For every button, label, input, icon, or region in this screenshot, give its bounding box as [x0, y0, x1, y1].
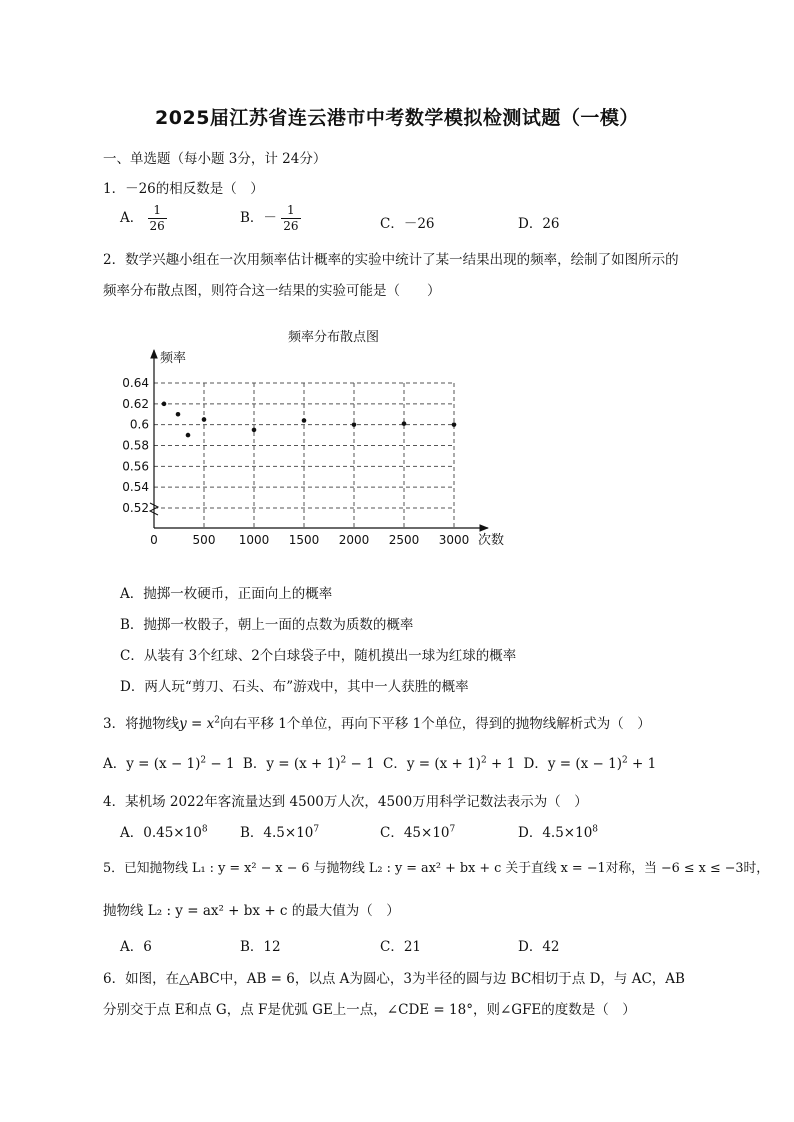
q3-options — [103, 752, 656, 772]
y-tick-label-2: 0.56 — [122, 459, 149, 474]
q5-option-c: C．21 — [380, 939, 422, 955]
q1-a-denominator: 26 — [149, 219, 165, 233]
q3-option-d: D．$y = (x - 1)^2 + 1$ — [523, 755, 657, 772]
q2-option-c: C．从装有 3个红球、2个白球袋子中，随机摸出一球为红球的概率 — [120, 648, 517, 664]
y-tick-label-4: 0.6 — [129, 417, 149, 432]
q4-option-b: B．$4.5\times 10^7$ — [240, 824, 320, 841]
q4-option-d: D．$4.5\times 10^8$ — [518, 824, 599, 841]
q1-b-denominator: 26 — [283, 219, 299, 233]
chart-x-label: 次数 — [478, 533, 505, 548]
q5-option-d: D．42 — [518, 939, 560, 955]
q5-option-b: B．12 — [240, 939, 281, 955]
q3-stem-suffix: 向右平移 1个单位，再向下平移 1个单位，得到的抛物线解析式为（ ） — [219, 716, 651, 732]
chart-title: 频率分布散点图 — [288, 330, 380, 345]
question-5-stem-line2: 抛物线 L₂ : y = ax² + bx + c 的最大值为（ ） — [103, 903, 400, 919]
q1-option-c: C．－26 — [380, 216, 435, 232]
q1-option-a-fraction — [148, 203, 167, 234]
x-tick-label-1: 500 — [192, 533, 216, 547]
y-tick-label-6: 0.64 — [122, 376, 149, 390]
scatter-point-8 — [452, 422, 457, 427]
q1-option-a — [120, 203, 167, 234]
x-tick-label-4: 2000 — [338, 533, 370, 547]
q3-stem-exponent: 2 — [214, 715, 220, 726]
chart-points — [162, 402, 457, 438]
frequency-scatter-chart — [110, 320, 530, 560]
question-6-stem-line2: 分别交于点 E和点 G，点 F是优弧 GE上一点，∠CDE = 18°，则∠GFE的度数是（ ） — [103, 1002, 636, 1018]
scatter-point-1 — [176, 412, 181, 417]
y-tick-label-3: 0.58 — [122, 438, 149, 453]
scatter-point-2 — [186, 433, 191, 438]
q4-option-c: C．$45\times 10^7$ — [380, 824, 456, 841]
q1-option-b-fraction — [281, 203, 300, 234]
scatter-point-3 — [202, 417, 207, 422]
q5-option-a: A．6 — [120, 939, 152, 955]
q4-option-a: A．$0.45\times 10^8$ — [120, 824, 208, 841]
q2-option-a: A．抛掷一枚硬币，正面向上的概率 — [120, 586, 333, 602]
section-heading: 一、单选题（每小题 3分，计 24分） — [103, 151, 327, 167]
scatter-point-5 — [302, 418, 307, 423]
q1-a-numerator: 1 — [148, 203, 167, 219]
scatter-point-7 — [402, 421, 407, 426]
question-1-stem: 1．－26的相反数是（ ） — [103, 181, 264, 197]
q3-stem-prefix: 3．将抛物线 — [103, 716, 180, 732]
x-tick-label-3: 1500 — [288, 533, 320, 547]
question-3-stem — [103, 712, 651, 732]
q3-option-b: B．$y = (x + 1)^2 - 1$ — [242, 755, 375, 772]
x-tick-label-2: 1000 — [238, 533, 270, 547]
question-2-stem-line1: 2．数学兴趣小组在一次用频率估计概率的实验中统计了某一结果出现的频率，绘制了如图所示的 — [103, 252, 679, 268]
page-title: 2025届江苏省连云港市中考数学模拟检测试题（一模） — [155, 107, 639, 129]
y-tick-label-5: 0.62 — [122, 396, 149, 411]
question-2-stem-line2: 频率分布散点图，则符合这一结果的实验可能是（ ） — [103, 283, 441, 299]
x-tick-label-0: 0 — [150, 533, 158, 547]
chart-y-ticks — [122, 376, 149, 515]
q1-b-numerator: 1 — [281, 203, 300, 219]
chart-grid — [154, 383, 454, 528]
q2-option-d: D．两人玩“剪刀、石头、布”游戏中，其中一人获胜的概率 — [120, 679, 469, 695]
scatter-point-6 — [352, 422, 357, 427]
y-tick-label-0: 0.52 — [122, 501, 149, 515]
question-5-stem-line1: 5．已知抛物线 L₁ : y = x² − x − 6 与抛物线 L₂ : y = ax² + bx + c 关于直线 x = −1对称，当 −6 ≤ x ≤ −3时， — [103, 861, 770, 876]
question-6-stem-line1: 6．如图，在△ABC中，AB = 6，以点 A为圆心，3为半径的圆与边 BC相切于点 D，与 AC，AB — [103, 971, 685, 987]
q1-option-b — [240, 203, 301, 234]
chart-axis-break — [150, 503, 158, 515]
q2-option-b: B．抛掷一枚骰子，朝上一面的点数为质数的概率 — [120, 617, 414, 633]
chart-x-ticks — [150, 533, 469, 547]
q1-option-d: D．26 — [518, 216, 560, 232]
y-tick-label-1: 0.54 — [122, 480, 149, 495]
question-4-stem: 4．某机场 2022年客流量达到 4500万人次，4500万用科学记数法表示为（ ） — [103, 794, 588, 810]
q1-option-b-label: B．－ — [240, 210, 277, 226]
x-tick-label-6: 3000 — [438, 533, 470, 547]
q3-stem-expression: y = x — [179, 716, 215, 732]
q3-option-a: A．$y = (x - 1)^2 - 1$ — [103, 755, 235, 772]
scatter-point-4 — [252, 428, 257, 433]
chart-y-label: 频率 — [160, 351, 187, 366]
q1-option-a-label: A． — [120, 210, 144, 226]
x-tick-label-5: 2500 — [388, 533, 420, 547]
scatter-point-0 — [162, 402, 167, 407]
q3-option-c: C．$y = (x + 1)^2 + 1$ — [383, 755, 516, 772]
